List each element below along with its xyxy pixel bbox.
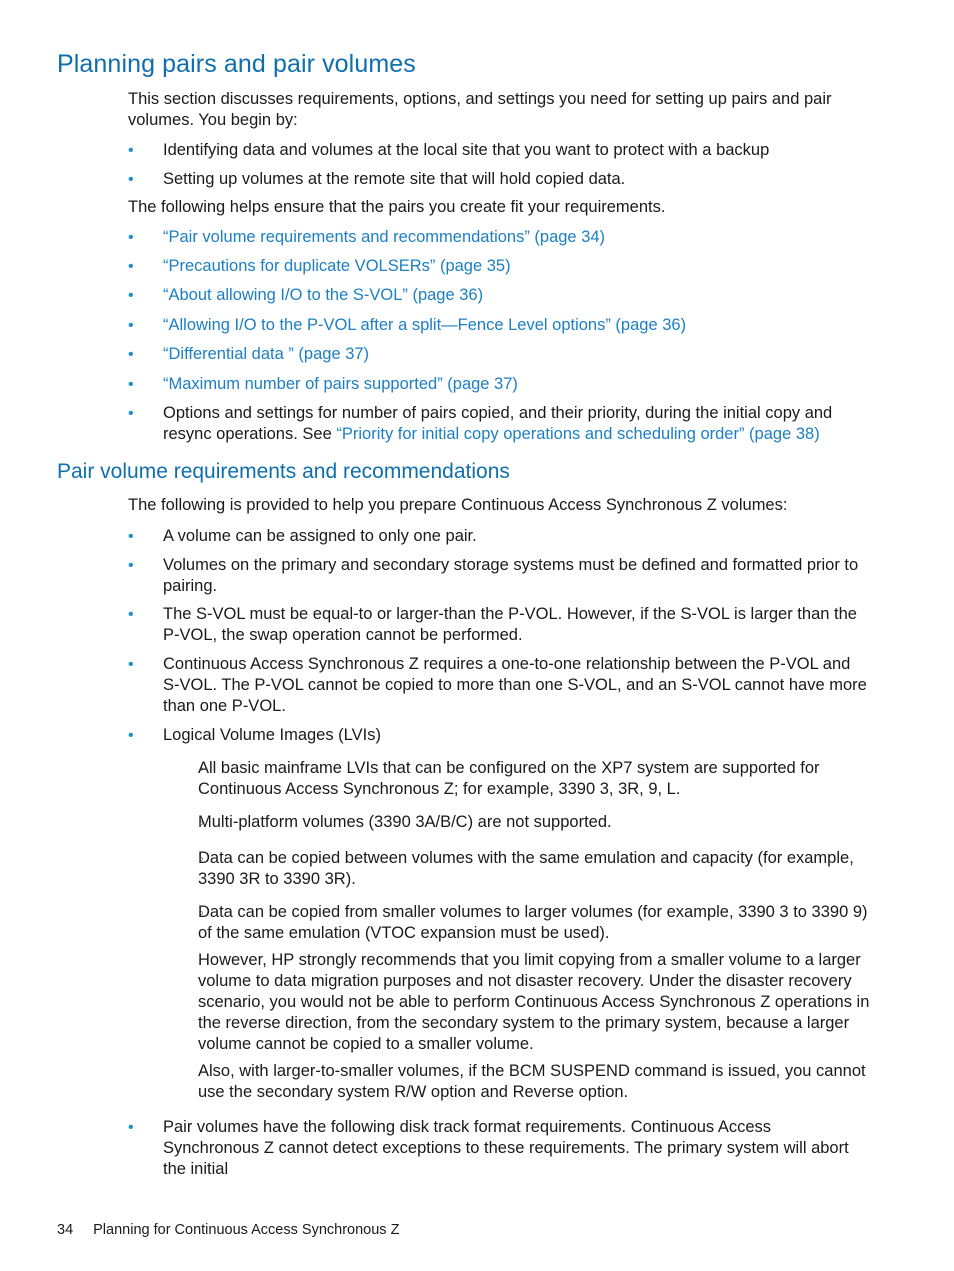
xref-link[interactable]: “Precautions for duplicate VOLSERs” (page 35) (163, 257, 511, 275)
list-item: • Continuous Access Synchronous Z requires a one-to-one relationship between the P-VOL and S-VOL. The P-VOL cannot be copied to more than one S-VOL, and an S-VOL cannot have more than one P-VOL. (128, 654, 870, 717)
chapter-title: Planning for Continuous Access Synchronous Z (93, 1222, 400, 1238)
xref-link[interactable]: “Pair volume requirements and recommendations” (page 34) (163, 228, 606, 246)
options-text: Options and settings for number of pairs copied, and their priority, during the initial copy and resync operations. See (163, 404, 833, 443)
link-list (128, 227, 870, 445)
begin-bullet-list (128, 140, 870, 190)
list-item (128, 315, 870, 336)
list-item (128, 344, 870, 365)
xref-link[interactable]: “Allowing I/O to the P-VOL after a split—Fence Level options” (page 36) (163, 316, 687, 334)
intro-paragraph: This section discusses requirements, options, and settings you need for setting up pairs and pair volumes. You begin by: (128, 90, 832, 129)
list-item: • Volumes on the primary and secondary storage systems must be defined and formatted prior to pairing. (128, 555, 870, 597)
list-item: • Pair volumes have the following disk track format requirements. Continuous Access Synchronous Z cannot detect exceptions to these requirements. The primary system will abort the initial (128, 1117, 870, 1180)
list-item: • A volume can be assigned to only one pair. (128, 526, 870, 547)
page-number: 34 (57, 1222, 74, 1238)
list-item: • Setting up volumes at the remote site that will hold copied data. (128, 169, 870, 190)
xref-link[interactable]: “Priority for initial copy operations and scheduling order” (page 38) (336, 425, 820, 443)
sub-list-item: ◦ Multi-platform volumes (3390 3A/B/C) are not supported. (163, 812, 870, 833)
lvi-sublist (163, 758, 870, 1103)
requirements-intro: The following is provided to help you prepare Continuous Access Synchronous Z volumes: (128, 496, 788, 514)
sub-list-item: ◦ All basic mainframe LVIs that can be configured on the XP7 system are supported for Continuous Access Synchronous Z; for example, 3390 3, 3R, 9, L. (163, 758, 870, 800)
page-footer (57, 1222, 399, 1238)
list-item (128, 227, 870, 248)
lvi-label: Logical Volume Images (LVIs) (163, 726, 381, 744)
xref-link[interactable]: “Differential data ” (page 37) (163, 345, 370, 363)
list-item (128, 374, 870, 395)
sub-list-item: ◦ Data can be copied from smaller volumes to larger volumes (for example, 3390 3 to 3390 9) of the same emulation (VTOC expansion must be used). However, HP strongly recommends that you limit copying from a smaller volume to a larger volume to data migration purposes and not disaster recovery. Under the disaster recovery scenario, you would not be able to perform Continuous Access Synchronous Z operations in the reverse direction, from the secondary system to the primary system, because a larger volume cannot be copied to a smaller volume. Also, with larger-to-smaller volumes, if the BCM SUSPEND command is issued, you cannot use the secondary system R/W option and Reverse option. (163, 902, 870, 1103)
page-heading: Planning pairs and pair volumes (57, 50, 416, 78)
list-item (128, 256, 870, 277)
helps-paragraph: The following helps ensure that the pairs you create fit your requirements. (128, 198, 666, 216)
list-item: • Identifying data and volumes at the local site that you want to protect with a backup (128, 140, 870, 161)
xref-link[interactable]: “About allowing I/O to the S-VOL” (page 36) (163, 286, 484, 304)
intro-section (128, 89, 870, 445)
requirements-list (128, 526, 870, 1180)
list-item: • The S-VOL must be equal-to or larger-than the P-VOL. However, if the S-VOL is larger than the P-VOL, the swap operation cannot be performed. (128, 604, 870, 646)
section-heading: Pair volume requirements and recommendations (57, 460, 510, 483)
also-paragraph: Also, with larger-to-smaller volumes, if the BCM SUSPEND command is issued, you cannot use the secondary system R/W option and Reverse option. (198, 1062, 866, 1101)
list-item (128, 403, 870, 445)
xref-link[interactable]: “Maximum number of pairs supported” (page 37) (163, 375, 518, 393)
list-item (128, 285, 870, 306)
sub-list-item: ◦ Data can be copied between volumes with the same emulation and capacity (for example, 3390 3R to 3390 3R). (163, 848, 870, 890)
however-paragraph: However, HP strongly recommends that you limit copying from a smaller volume to a larger volume to data migration purposes and not disaster recovery. Under the disaster recovery scenario, you would not be able to perform Continuous Access Synchronous Z operations in the reverse direction, from the secondary system to the primary system, because a larger volume cannot be copied to a smaller volume. (198, 951, 870, 1053)
list-item (128, 725, 870, 1103)
requirements-section (128, 495, 870, 1180)
